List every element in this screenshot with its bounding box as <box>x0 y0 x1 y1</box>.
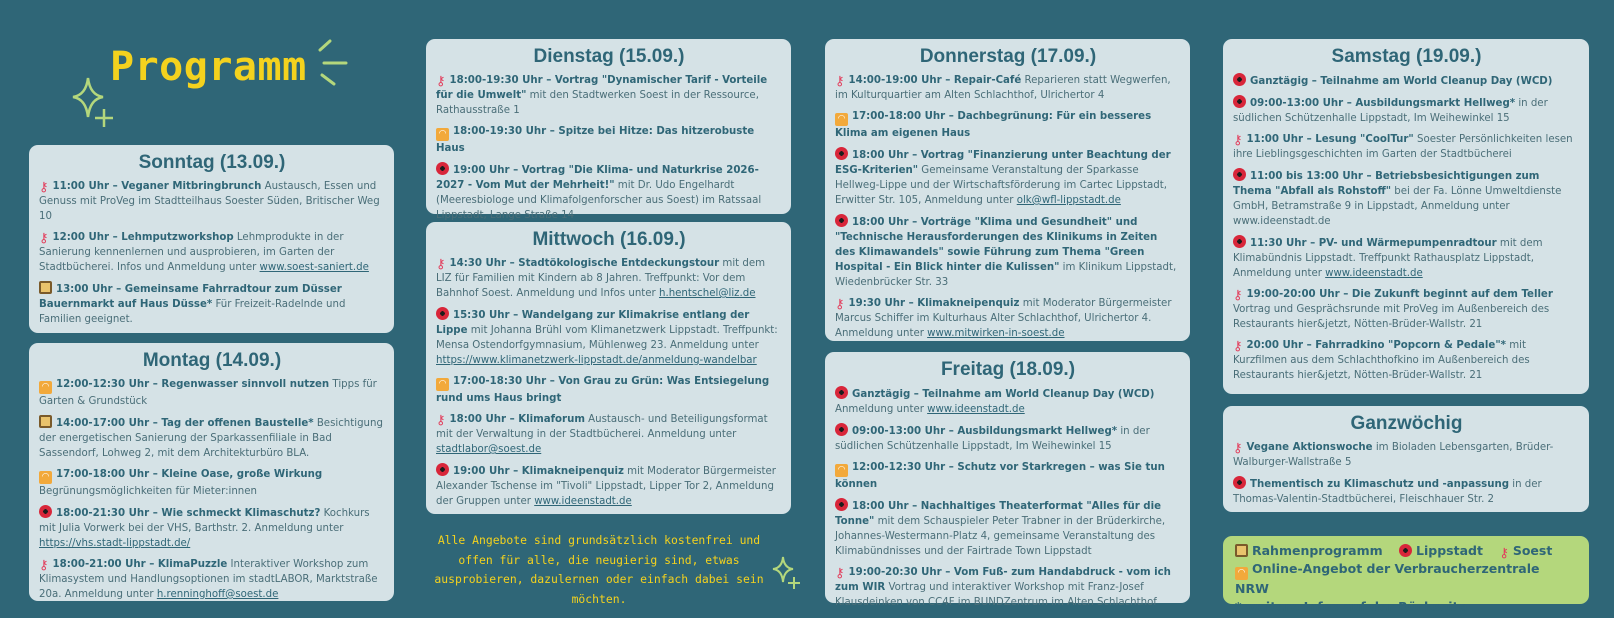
soest-key-icon: ⚷ <box>835 74 845 89</box>
card-donnerstag <box>825 39 1190 341</box>
entry-link[interactable]: www.ideenstadt.de <box>1325 268 1423 279</box>
legend-row <box>1235 542 1577 560</box>
program-entry <box>436 162 782 223</box>
legend <box>1223 536 1589 614</box>
soest-key-icon: ⚷ <box>1233 441 1243 456</box>
entry-title: 12:00-12:30 Uhr – Schutz vor Starkregen – was Sie tun können <box>835 462 1165 490</box>
legend-soest-label: Soest <box>1512 543 1553 558</box>
soest-key-icon: ⚷ <box>835 297 845 312</box>
sparkle-decoration <box>70 75 120 130</box>
picture-frame-icon <box>1235 544 1248 557</box>
entry-list <box>39 179 385 327</box>
program-entry <box>835 214 1181 290</box>
wifi-icon: ◠ <box>1235 567 1248 580</box>
program-entry <box>835 73 1181 103</box>
entry-title: 19:00 Uhr – Vortrag "Die Klima- und Naturkrise 2026-2027 - Vom Mut der Mehrheit!" <box>436 165 759 191</box>
sparkle-lines-decoration <box>318 38 350 88</box>
entry-list <box>39 377 385 602</box>
entry-description: mit dem LIZ für Familien mit Kindern ab 8 Jahren. Treffpunkt: Vor dem Bahnhof Soest. Anmeldung und Infos unter <box>436 258 766 299</box>
entry-description: mit Johanna Brühl vom Klimanetzwerk Lippstadt. Treffpunkt: Mensa Ostendorfgymnasium, Mühlenweg 23. Anmeldung unter <box>436 325 778 351</box>
card-title: Dienstag (15.09.) <box>533 46 685 67</box>
entry-description: Gemeinsame Veranstaltung der Sparkasse Hellweg-Lippe und der Wirtschaftsförderung im Cartec Lippstadt, Erwitter Str. 105, Anmeldung unter <box>835 165 1167 206</box>
entry-description: Begrünungsmöglichkeiten für Mieter:innen <box>39 486 257 497</box>
soest-key-icon: ⚷ <box>39 231 49 246</box>
entry-list <box>436 73 782 223</box>
entry-description: Tipps für Garten & Grundstück <box>39 379 377 407</box>
entry-link[interactable]: h.hentschel@liz.de <box>659 288 756 299</box>
entry-title: 11:00 Uhr – Lesung "CoolTur" <box>1246 134 1414 145</box>
lippstadt-rose-icon <box>39 505 52 518</box>
entry-description: mit dem Schauspieler Peter Trabner in der Brüderkirche, Johannes-Westermann-Platz 4, gemeinsame Veranstaltung des Klimabündnisses und der Fairtrade Town Lippstadt <box>835 516 1166 557</box>
lippstadt-rose-icon <box>835 386 848 399</box>
entry-title: Ganztägig – Teilnahme am World Cleanup Day (WCD) <box>1250 76 1553 87</box>
program-entry <box>436 307 782 368</box>
program-entry <box>835 423 1181 454</box>
soest-key-icon: ⚷ <box>1233 133 1243 148</box>
entry-title: 17:00-18:30 Uhr – Von Grau zu Grün: Was Entsiegelung rund ums Haus bringt <box>436 376 770 404</box>
lippstadt-rose-icon <box>835 147 848 160</box>
lippstadt-rose-icon <box>835 498 848 511</box>
soest-key-icon: ⚷ <box>1499 546 1509 561</box>
picture-frame-icon <box>39 281 52 294</box>
lippstadt-rose-icon <box>436 162 449 175</box>
lippstadt-rose-icon <box>1233 95 1246 108</box>
entry-title: 18:00-19:30 Uhr – Vortrag "Dynamischer Tarif - Vorteile für die Umwelt" <box>436 75 768 101</box>
entry-title: 18:00-21:00 Uhr – KlimaPuzzle <box>52 559 228 570</box>
program-entry <box>1233 440 1580 470</box>
soest-key-icon: ⚷ <box>436 257 446 272</box>
entry-title: 11:30 Uhr – PV- und Wärmepumpenradtour <box>1250 238 1497 249</box>
entry-title: Thementisch zu Klimaschutz und -anpassung <box>1250 479 1509 490</box>
program-entry <box>436 73 782 118</box>
picture-frame-icon <box>39 415 52 428</box>
entry-link[interactable]: www.ideenstadt.de <box>534 496 632 507</box>
program-entry <box>835 460 1181 492</box>
program-entry <box>39 281 385 327</box>
entry-title: 14:00-19:00 Uhr – Repair-Café <box>848 75 1022 86</box>
entry-list <box>835 386 1181 610</box>
soest-key-icon: ⚷ <box>436 74 446 89</box>
entry-title: 19:00-20:00 Uhr – Die Zukunft beginnt auf dem Teller <box>1246 289 1553 300</box>
entry-list <box>1233 440 1580 507</box>
program-entry <box>39 179 385 224</box>
entry-list <box>436 256 782 509</box>
entry-description: Soester Persönlichkeiten lesen ihre Lieblingsgeschichten im Garten der Stadtbücherei <box>1233 134 1573 160</box>
entry-title: 15:30 Uhr – Wandelgang zur Klimakrise entlang der Lippe <box>436 310 750 336</box>
legend-more-info: * weitere Infos auf der Rückseite <box>1235 598 1467 614</box>
entry-description: mit Kurzfilmen aus dem Schlachthofkino im Außenbereich des Restaurants hier&jetzt, Nötten-Brüder-Wallstr. 21 <box>1233 340 1530 381</box>
entry-list <box>1233 73 1580 383</box>
program-entry <box>1233 73 1580 89</box>
card-freitag <box>825 352 1190 608</box>
entry-description: mit Moderator Bürgermeister Marcus Schiffer im Kulturhaus Alter Schlachthof, Ulrichertor 4. Anmeldung unter <box>835 298 1172 339</box>
entry-title: 11:00 Uhr – Veganer Mitbringbrunch <box>52 181 262 192</box>
lippstadt-rose-icon <box>436 307 449 320</box>
entry-description: Kochkurs mit Julia Vorwerk bei der VHS, Barthstr. 2. Anmeldung unter <box>39 508 370 534</box>
legend-row <box>1235 560 1577 598</box>
entry-list <box>835 73 1181 341</box>
program-entry <box>835 386 1181 417</box>
wifi-icon: ◠ <box>835 464 848 477</box>
entry-description: Vortrag und interaktiver Workshop mit Franz-Josef Klausdeinken von CC4F im BUNDZentrum im Alten Schlachthof <box>835 582 1157 608</box>
program-entry <box>1233 338 1580 383</box>
entry-link[interactable]: www.mitwirken-in-soest.de <box>927 328 1065 339</box>
program-entry <box>436 412 782 457</box>
entry-title: 18:00 Uhr – Vorträge "Klima und Gesundheit" und "Technische Herausforderungen des Klinikums in Zeiten des Klimawandels" sowie Führung zum Thema "Green Hospital - Ein Blick hinter die Kulissen" <box>835 217 1158 273</box>
program-entry <box>1233 235 1580 281</box>
entry-title: 11:00 bis 13:00 Uhr – Betriebsbesichtigungen zum Thema "Abfall als Rohstoff" <box>1233 171 1540 197</box>
soest-key-icon: ⚷ <box>436 413 446 428</box>
legend-wifi-label: Online-Angebot der Verbraucherzentrale NRW <box>1235 561 1540 596</box>
card-title: Freitag (18.09.) <box>940 359 1076 380</box>
soest-key-icon: ⚷ <box>39 558 49 573</box>
card-title: Mittwoch (16.09.) <box>532 229 686 250</box>
card-mittwoch <box>426 222 791 514</box>
entry-title: 18:00-21:30 Uhr – Wie schmeckt Klimaschutz? <box>56 508 321 519</box>
card-sonntag <box>29 145 394 333</box>
entry-description: Austausch- und Beteiligungsformat mit der Verwaltung in der Stadtbücherei. Anmeldung unter <box>436 414 768 440</box>
entry-title: 09:00-13:00 Uhr – Ausbildungsmarkt Hellweg* <box>852 426 1118 437</box>
entry-link[interactable]: www.ideenstadt.de <box>927 404 1025 415</box>
entry-link[interactable]: https://www.klimanetzwerk-lippstadt.de/anmeldung-wandelbar <box>436 355 757 366</box>
card-title: Ganzwöchig <box>1350 413 1463 434</box>
card-dienstag <box>426 39 791 221</box>
program-entry <box>436 124 782 156</box>
lippstadt-rose-icon <box>835 214 848 227</box>
card-title: Montag (14.09.) <box>142 350 282 371</box>
entry-title: 18:00 Uhr – Vortrag "Finanzierung unter Beachtung der ESG-Kriterien" <box>835 150 1171 176</box>
wifi-icon: ◠ <box>835 113 848 126</box>
card-title: Sonntag (13.09.) <box>138 152 286 173</box>
lippstadt-rose-icon <box>1233 235 1246 248</box>
entry-title: 09:00-13:00 Uhr – Ausbildungsmarkt Hellweg* <box>1250 98 1516 109</box>
page-title: Programm <box>110 44 307 90</box>
program-entry <box>835 565 1181 610</box>
entry-description: mit Moderator Bürgermeister Alexander Tschense im "Tivoli" Lippstadt, Lipper Tor 2, Anmeldung der Gruppen unter <box>436 466 776 507</box>
card-title: Samstag (19.09.) <box>1331 46 1482 67</box>
program-entry <box>39 467 385 499</box>
entry-description: Austausch, Essen und Genuss mit ProVeg im Stadtteilhaus Soester Süden, Britischer Weg 10 <box>39 181 380 222</box>
program-entry <box>1233 132 1580 162</box>
entry-description: im Klinikum Lippstadt, Wiedenbrücker Str. 33 <box>835 262 1177 288</box>
wifi-icon: ◠ <box>436 128 449 141</box>
card-samstag <box>1223 39 1589 394</box>
program-entry <box>835 498 1181 559</box>
program-entry <box>1233 287 1580 332</box>
entry-title: 17:00-18:00 Uhr – Kleine Oase, große Wirkung <box>56 469 323 480</box>
entry-title: 14:00-17:00 Uhr – Tag der offenen Baustelle* <box>56 418 314 429</box>
card-montag <box>29 343 394 601</box>
entry-title: 12:00-12:30 Uhr – Regenwasser sinnvoll nutzen <box>56 379 330 390</box>
program-entry <box>1233 168 1580 229</box>
entry-link[interactable]: www.soest-saniert.de <box>259 262 369 273</box>
program-entry <box>436 463 782 509</box>
soest-key-icon: ⚷ <box>835 566 845 581</box>
entry-description: im Bioladen Lebensgarten, Brüder-Walburger-Wallstraße 5 <box>1233 442 1554 468</box>
entry-title: 18:00-19:30 Uhr – Spitze bei Hitze: Das hitzerobuste Haus <box>436 126 755 154</box>
entry-link[interactable]: h.renninghoff@soest.de <box>156 589 279 600</box>
entry-description: in der südlichen Schützenhalle Lippstadt, Im Weihewinkel 15 <box>835 426 1150 452</box>
program-entry <box>835 147 1181 208</box>
lippstadt-rose-icon <box>835 423 848 436</box>
entry-description: in der Thomas-Valentin-Stadtbücherei, Fleischhauer Str. 2 <box>1233 479 1542 505</box>
entry-title: 18:00 Uhr – Nachhaltiges Theaterformat "Alles für die Tonne" <box>835 501 1161 527</box>
program-entry <box>835 109 1181 141</box>
program-entry <box>39 505 385 551</box>
entry-description: Besichtigung der energetischen Sanierung der Sparkassenfiliale in Bad Sassendorf, Lohweg 2, mit dem Architekturbüro BLA. <box>39 418 383 459</box>
entry-description: Reparieren statt Wegwerfen, im Kulturquartier am Alten Schlachthof, Ulrichertor 4 <box>835 75 1171 101</box>
program-entry <box>1233 476 1580 507</box>
entry-description: mit dem Klimabündnis Lippstadt. Treffpunkt Rathausplatz Lippstadt, Anmeldung unter <box>1233 238 1543 279</box>
entry-description: mit den Stadtwerken Soest in der Ressource, Rathausstraße 1 <box>436 90 759 116</box>
lippstadt-rose-icon <box>1399 544 1412 557</box>
entry-title: 17:00-18:00 Uhr – Dachbegrünung: Für ein besseres Klima am eigenen Haus <box>835 111 1152 139</box>
lippstadt-rose-icon <box>1233 476 1246 489</box>
entry-title: Vegane Aktionswoche <box>1246 442 1373 453</box>
program-entry <box>1233 95 1580 126</box>
program-entry <box>39 230 385 275</box>
entry-title: 19:00 Uhr – Klimakneipenquiz <box>453 466 624 477</box>
card-title: Donnerstag (17.09.) <box>919 46 1097 67</box>
program-entry <box>436 374 782 406</box>
entry-title: 19:00-20:30 Uhr – Vom Fuß- zum Handabdruck - vom ich zum WIR <box>835 567 1171 593</box>
program-entry <box>39 415 385 461</box>
card-ganzwoechig <box>1223 406 1589 512</box>
entry-description: Für Freizeit-Radelnde und Familien geeignet. <box>39 299 346 325</box>
lippstadt-rose-icon <box>1233 73 1246 86</box>
footer-note: Alle Angebote sind grundsätzlich kostenfrei und offen für alle, die neugierig sind, etwas ausprobieren, dazulernen oder einfach dabei sein möchten. <box>434 533 764 606</box>
entry-description: Vortrag und Gesprächsrunde mit ProVeg im Außenbereich des Restaurants hier&jetzt, Nötten-Brüder-Wallstr. 21 <box>1233 304 1550 330</box>
entry-title: 20:00 Uhr – Fahrradkino "Popcorn & Pedale"* <box>1246 340 1506 351</box>
entry-description: Anmeldung unter <box>835 404 928 415</box>
soest-key-icon: ⚷ <box>39 180 49 195</box>
program-entry <box>39 557 385 602</box>
lippstadt-rose-icon <box>436 463 449 476</box>
wifi-icon: ◠ <box>39 471 52 484</box>
entry-title: 12:00 Uhr – Lehmputzworkshop <box>52 232 234 243</box>
entry-title: 14:30 Uhr – Stadtökologische Entdeckungstour <box>449 258 720 269</box>
sparkle-decoration-bottom <box>771 555 803 591</box>
entry-description: in der südlichen Schützenhalle Lippstadt, Im Weihewinkel 15 <box>1233 98 1548 124</box>
entry-title: 19:30 Uhr – Klimakneipenquiz <box>848 298 1020 309</box>
entry-description: Interaktiver Workshop zum Klimasystem und Handlungsoptionen im stadtLABOR, Marktstraße 20a. Anmeldung unter <box>39 559 378 600</box>
entry-description: Lehmprodukte in der Sanierung kennenlernen und ausprobieren, im Garten der Stadtbücherei. Infos und Anmeldung unter <box>39 232 344 273</box>
entry-link[interactable]: olk@wfl-lippstadt.de <box>1016 195 1121 206</box>
wifi-icon: ◠ <box>39 381 52 394</box>
entry-link[interactable]: https://vhs.stadt-lippstadt.de/ <box>39 538 191 549</box>
soest-key-icon: ⚷ <box>1233 288 1243 303</box>
entry-description: bei der Fa. Lönne Umweltdienste GmbH, Betramstraße 9 in Lippstadt, Anmeldung unter www.ideenstadt.de <box>1233 186 1562 227</box>
entry-title: 13:00 Uhr – Gemeinsame Fahrradtour zum Düsser Bauernmarkt auf Haus Düsse* <box>39 284 342 310</box>
entry-description: mit Dr. Udo Engelhardt (Meeresbiologe und Klimafolgenforscher aus Soest) im Ratssaal Lippstadt, Lange Straße 14 <box>436 180 762 221</box>
legend-lippstadt-label: Lippstadt <box>1416 543 1483 558</box>
entry-link[interactable]: stadtlabor@soest.de <box>436 444 542 455</box>
program-entry <box>39 377 385 409</box>
lippstadt-rose-icon <box>1233 168 1246 181</box>
program-entry <box>436 256 782 301</box>
legend-frame-label: Rahmenprogramm <box>1252 543 1383 558</box>
soest-key-icon: ⚷ <box>1233 339 1243 354</box>
wifi-icon: ◠ <box>436 378 449 391</box>
entry-title: 18:00 Uhr – Klimaforum <box>449 414 585 425</box>
entry-title: Ganztägig – Teilnahme am World Cleanup Day (WCD) <box>852 389 1155 400</box>
program-entry <box>835 296 1181 341</box>
